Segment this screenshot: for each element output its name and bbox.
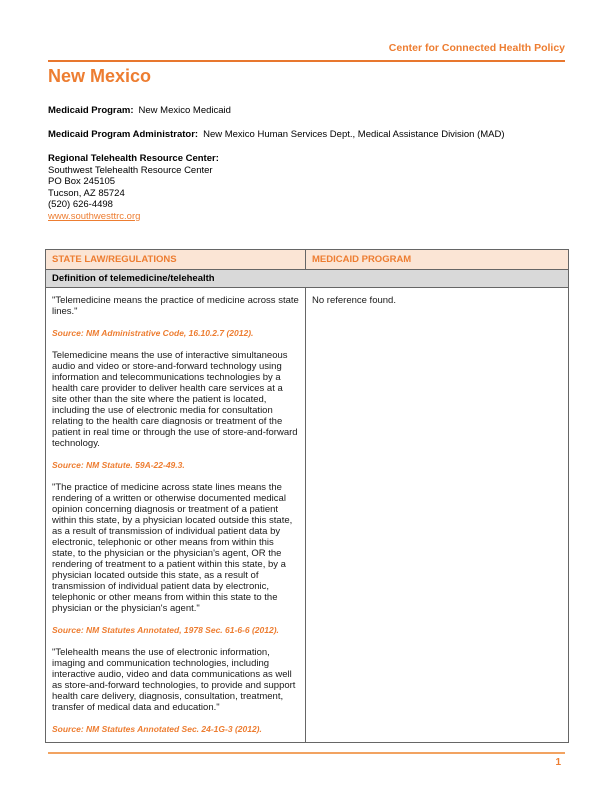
administrator-value: New Mexico Human Services Dept., Medical Assistance Division (MAD) — [203, 129, 505, 140]
statute-text: "Telemedicine means the practice of medicine across state lines." — [52, 295, 299, 317]
trc-city: Tucson, AZ 85724 — [48, 187, 125, 199]
medicaid-program-line — [48, 105, 565, 117]
source-citation: Source: NM Administrative Code, 16.10.2.7 (2012). — [52, 328, 254, 338]
policy-table — [45, 249, 569, 743]
page-title: New Mexico — [48, 66, 152, 86]
column-header-medicaid-program: MEDICAID PROGRAM — [306, 250, 569, 270]
brand-name: Center for Connected Health Policy — [388, 42, 565, 54]
table-row — [46, 288, 569, 743]
administrator-label: Medicaid Program Administrator: — [48, 129, 199, 140]
section-header-definition: Definition of telemedicine/telehealth — [46, 270, 569, 288]
trc-block — [48, 153, 565, 222]
trc-po-box: PO Box 245105 — [48, 176, 116, 187]
state-law-cell-content — [52, 295, 299, 735]
source-citation: Source: NM Statutes Annotated, 1978 Sec. 61-6-6 (2012). — [52, 625, 279, 635]
trc-website-line — [48, 211, 565, 223]
page-header — [48, 38, 565, 62]
section-header-row — [46, 270, 569, 288]
statute-text: "The practice of medicine across state lines means the rendering of a written or otherwise documented medical opinion concerning diagnosis or treatment of a patient within this state, by a physician located outside this state, as a result of transmission of individual patient data by electronic, telephonic or other means from within this state, to the physician or the physician's agent, OR the rendering of treatment to a patient within this state, by a physician located outside this state, as a result of transmission of individual patient data by electronic, telephonic or other means from within this state to the physician or the physician's agent." — [52, 482, 293, 614]
column-header-state-law: STATE LAW/REGULATIONS — [46, 250, 306, 270]
medicaid-program-label: Medicaid Program: — [48, 105, 134, 116]
trc-label: Regional Telehealth Resource Center: — [48, 153, 219, 164]
statute-text: "Telehealth means the use of electronic information, imaging and communication technologies, including interactive audio, video and data communications as well as store-and-forward technologies, to provide and support health care delivery, diagnosis, consultation, treatment, transfer of medical data and education." — [52, 647, 296, 713]
medicaid-program-value: New Mexico Medicaid — [138, 105, 231, 116]
no-reference-text: No reference found. — [312, 295, 396, 306]
state-law-cell — [46, 288, 306, 743]
trc-name: Southwest Telehealth Resource Center — [48, 164, 213, 176]
page-number: 1 — [555, 757, 561, 768]
administrator-line — [48, 129, 565, 141]
trc-phone: (520) 626-4498 — [48, 199, 113, 210]
statute-text: Telemedicine means the use of interactive simultaneous audio and video or store-and-forward technology using information and telecommunications technologies by a health care provider to deliver health care services at a site other than the site where the patient is located, including the use of electronic media for consultation relating to the health care diagnosis or treatment of the patient in real time or through the use of store-and-forward technology. — [52, 350, 298, 449]
info-section — [48, 105, 565, 222]
source-citation: Source: NM Statutes Annotated Sec. 24-1G-3 (2012). — [52, 724, 262, 734]
source-citation: Source: NM Statute. 59A-22-49.3. — [52, 460, 185, 470]
table-header-row — [46, 250, 569, 270]
trc-website-link[interactable]: www.southwesttrc.org — [48, 210, 141, 222]
medicaid-program-cell — [306, 288, 569, 743]
footer-rule — [48, 752, 565, 754]
